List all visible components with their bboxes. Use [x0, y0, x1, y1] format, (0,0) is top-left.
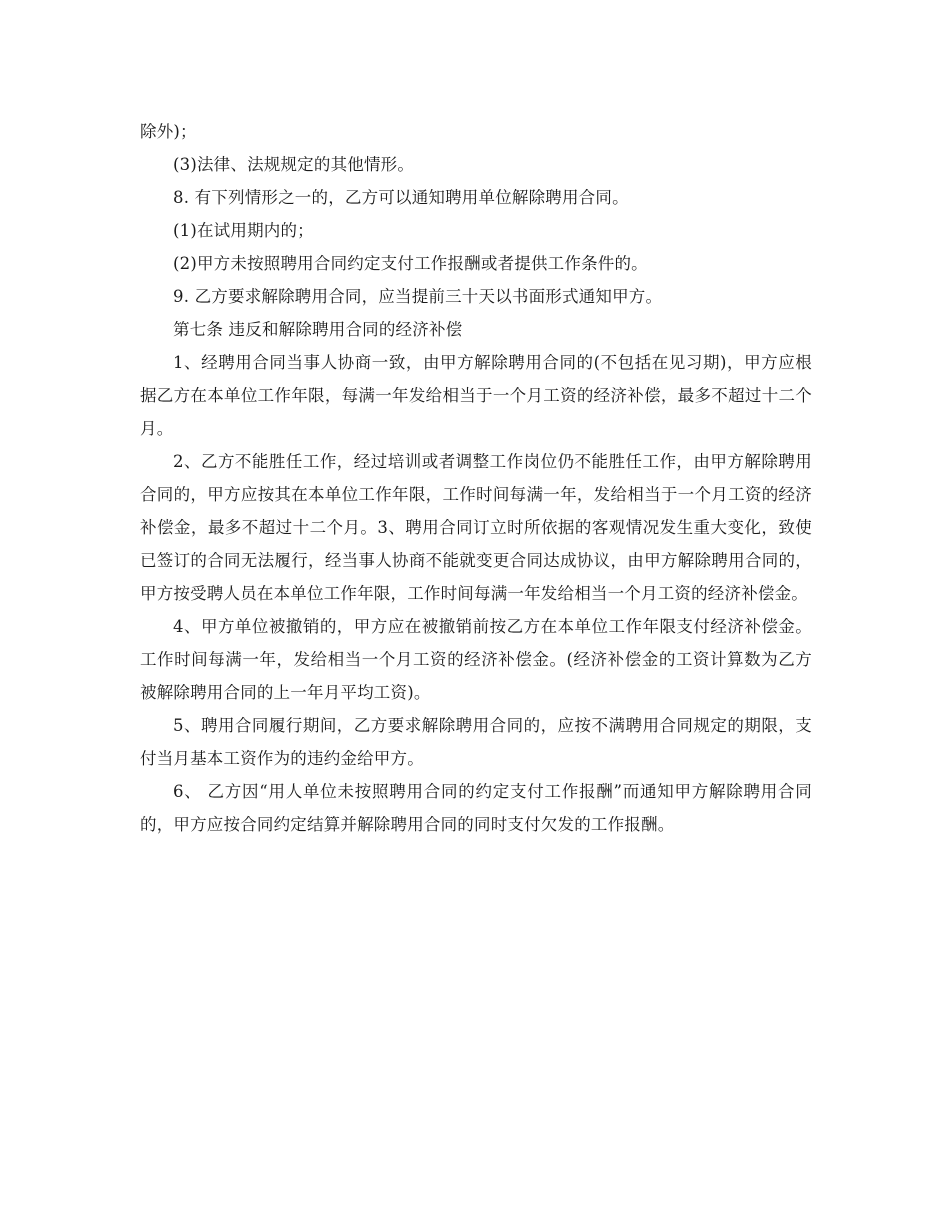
clause-8: 8. 有下列情形之一的，乙方可以通知聘用单位解除聘用合同。: [173, 188, 629, 207]
compensation-clause-6: 6、 乙方因“用人单位未按照聘用合同的约定支付工作报酬”而通知甲方解除聘用合同的，甲方应按合同约定结算并解除聘用合同的同时支付欠发的工作报酬。: [140, 782, 812, 834]
list-item-3: (3)法律、法规规定的其他情形。: [173, 155, 415, 174]
compensation-clause-1: 1、经聘用合同当事人协商一致，由甲方解除聘用合同的(不包括在见习期)，甲方应根据乙方在本单位工作年限，每满一年发给相当于一个月工资的经济补偿，最多不超过十二个月。: [140, 353, 812, 438]
document-body: [140, 115, 812, 841]
compensation-clause-2-3: 2、乙方不能胜任工作，经过培训或者调整工作岗位仍不能胜任工作，由甲方解除聘用合同的，甲方应按其在本单位工作年限，工作时间每满一年，发给相当于一个月工资的经济补偿金，最多不超过十二个月。3、聘用合同订立时所依据的客观情况发生重大变化，致使已签订的合同无法履行，经当事人协商不能就变更合同达成协议，由甲方解除聘用合同的，甲方按受聘人员在本单位工作年限，工作时间每满一年发给相当一个月工资的经济补偿金。: [140, 452, 812, 603]
clause-9: 9. 乙方要求解除聘用合同，应当提前三十天以书面形式通知甲方。: [173, 287, 663, 306]
article-7-heading: 第七条 违反和解除聘用合同的经济补偿: [173, 320, 463, 339]
list-item-1: (1)在试用期内的；: [173, 221, 314, 240]
list-item-2: (2)甲方未按照聘用合同约定支付工作报酬或者提供工作条件的。: [173, 254, 648, 273]
paragraph-continuation: 除外)；: [140, 122, 197, 141]
compensation-clause-5: 5、聘用合同履行期间，乙方要求解除聘用合同的，应按不满聘用合同规定的期限，支付当月基本工资作为的违约金给甲方。: [140, 716, 812, 768]
compensation-clause-4: 4、甲方单位被撤销的，甲方应在被撤销前按乙方在本单位工作年限支付经济补偿金。工作时间每满一年，发给相当一个月工资的经济补偿金。(经济补偿金的工资计算数为乙方被解除聘用合同的上一年月平均工资)。: [140, 617, 812, 702]
